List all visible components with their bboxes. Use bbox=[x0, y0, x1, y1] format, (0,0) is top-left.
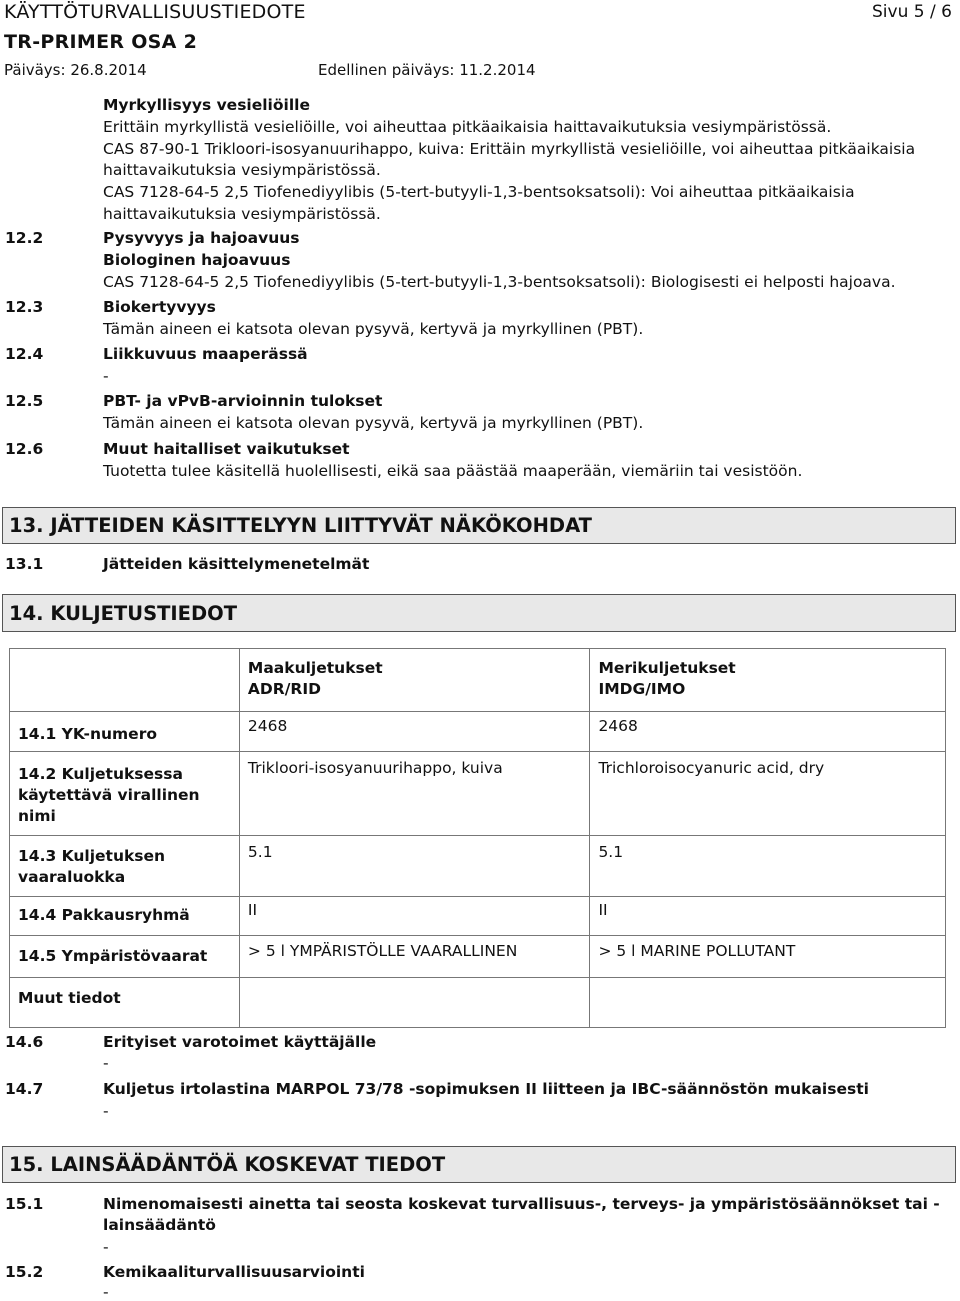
land-value: 5.1 bbox=[247, 843, 273, 861]
subsection-number: 12.6 bbox=[5, 440, 44, 458]
section-heading-15: 15. LAINSÄÄDÄNTÖÄ KOSKEVAT TIEDOT bbox=[2, 1146, 956, 1183]
subsection-title: Biokertyvyys bbox=[103, 298, 216, 316]
aquatic-toxicity-heading: Myrkyllisyys vesieliöille bbox=[103, 96, 310, 114]
land-value: > 5 l YMPÄRISTÖLLE VAARALLINEN bbox=[247, 942, 518, 960]
aquatic-toxicity-cas2-line1: CAS 7128-64-5 2,5 Tiofenediyylibis (5-tert-butyyli-1,3-bentsoksatsoli): Voi aiheuttaa pitkäaikaisia bbox=[103, 183, 855, 201]
subsection-text: - bbox=[103, 1054, 109, 1072]
document-type-title: KÄYTTÖTURVALLISUUSTIEDOTE bbox=[4, 1, 306, 23]
subsection-number: 12.2 bbox=[5, 229, 44, 247]
table-row bbox=[10, 712, 946, 752]
land-value bbox=[240, 978, 590, 990]
subsection-title: Jätteiden käsittelymenetelmät bbox=[103, 555, 370, 573]
sea-value: Trichloroisocyanuric acid, dry bbox=[598, 759, 825, 777]
biodegradability-heading: Biologinen hajoavuus bbox=[103, 251, 291, 269]
subsection-title: Liikkuvuus maaperässä bbox=[103, 345, 308, 363]
subsection-title: Kemikaaliturvallisuusarviointi bbox=[103, 1263, 365, 1281]
row-label: 14.1 YK-numero bbox=[18, 725, 157, 743]
row-label: 14.3 Kuljetuksen vaaraluokka bbox=[18, 847, 166, 886]
column-header-land: Maakuljetukset ADR/RID bbox=[247, 659, 383, 698]
subsection-title-line2: lainsäädäntö bbox=[103, 1216, 216, 1234]
subsection-text: - bbox=[103, 367, 109, 385]
subsection-number: 12.5 bbox=[5, 392, 44, 410]
subsection-number: 12.4 bbox=[5, 345, 44, 363]
subsection-text: - bbox=[103, 1283, 109, 1301]
subsection-title: Pysyvyys ja hajoavuus bbox=[103, 229, 300, 247]
land-value: 2468 bbox=[247, 717, 288, 735]
subsection-number: 15.1 bbox=[5, 1195, 44, 1213]
table-header-cell bbox=[10, 649, 240, 712]
subsection-number: 14.6 bbox=[5, 1033, 44, 1051]
table-row bbox=[10, 752, 946, 836]
subsection-number: 14.7 bbox=[5, 1080, 44, 1098]
subsection-text: Tuotetta tulee käsitellä huolellisesti, eikä saa päästää maaperään, viemäriin tai vesistöön. bbox=[103, 462, 803, 480]
biodegradability-text: CAS 7128-64-5 2,5 Tiofenediyylibis (5-tert-butyyli-1,3-bentsoksatsoli): Biologisesti ei helposti hajoava. bbox=[103, 273, 896, 291]
land-value: Trikloori-isosyanuurihappo, kuiva bbox=[247, 759, 503, 777]
subsection-number: 15.2 bbox=[5, 1263, 44, 1281]
subsection-title-line1: Nimenomaisesti ainetta tai seosta koskevat turvallisuus-, terveys- ja ympäristösäännökset tai - bbox=[103, 1195, 940, 1213]
land-value: II bbox=[247, 901, 258, 919]
table-row bbox=[10, 836, 946, 897]
subsection-text: Tämän aineen ei katsota olevan pysyvä, kertyvä ja myrkyllinen (PBT). bbox=[103, 414, 644, 432]
section-heading-13: 13. JÄTTEIDEN KÄSITTELYYN LIITTYVÄT NÄKÖKOHDAT bbox=[2, 507, 956, 544]
subsection-number: 13.1 bbox=[5, 555, 44, 573]
aquatic-toxicity-text: Erittäin myrkyllistä vesieliöille, voi aiheuttaa pitkäaikaisia haittavaikutuksia vesiympäristössä. bbox=[103, 118, 832, 136]
sea-value: II bbox=[598, 901, 608, 919]
page-number: Sivu 5 / 6 bbox=[872, 2, 952, 22]
subsection-title: Kuljetus irtolastina MARPOL 73/78 -sopimuksen II liitteen ja IBC-säännöstön mukaisesti bbox=[103, 1080, 869, 1098]
row-label: Muut tiedot bbox=[18, 989, 121, 1007]
sea-value: 2468 bbox=[598, 717, 638, 735]
subsection-text: - bbox=[103, 1238, 109, 1256]
subsection-title: Muut haitalliset vaikutukset bbox=[103, 440, 350, 458]
table-header-cell bbox=[239, 649, 590, 712]
sea-value: > 5 l MARINE POLLUTANT bbox=[598, 942, 796, 960]
table-row bbox=[10, 978, 946, 1028]
aquatic-toxicity-cas1-line1: CAS 87-90-1 Trikloori-isosyanuurihappo, kuiva: Erittäin myrkyllistä vesieliöille, voi aiheuttaa pitkäaikaisia bbox=[103, 140, 916, 158]
table-row bbox=[10, 897, 946, 936]
table-header-cell bbox=[590, 649, 946, 712]
row-label: 14.5 Ympäristövaarat bbox=[18, 947, 208, 965]
sea-value: 5.1 bbox=[598, 843, 624, 861]
previous-date: Edellinen päiväys: 11.2.2014 bbox=[318, 61, 536, 79]
column-header-sea: Merikuljetukset IMDG/IMO bbox=[598, 659, 736, 698]
aquatic-toxicity-cas2-line2: haittavaikutuksia vesiympäristössä. bbox=[103, 205, 381, 223]
subsection-number: 12.3 bbox=[5, 298, 44, 316]
subsection-title: PBT- ja vPvB-arvioinnin tulokset bbox=[103, 392, 383, 410]
table-header-row bbox=[10, 649, 946, 712]
table-row bbox=[10, 936, 946, 978]
subsection-text: Tämän aineen ei katsota olevan pysyvä, kertyvä ja myrkyllinen (PBT). bbox=[103, 320, 644, 338]
issue-date: Päiväys: 26.8.2014 bbox=[4, 61, 147, 79]
aquatic-toxicity-cas1-line2: haittavaikutuksia vesiympäristössä. bbox=[103, 161, 381, 179]
row-label: 14.2 Kuljetuksessa käytettävä virallinen nimi bbox=[18, 765, 200, 825]
product-name: TR-PRIMER OSA 2 bbox=[4, 31, 198, 53]
sea-value bbox=[590, 978, 945, 990]
row-label: 14.4 Pakkausryhmä bbox=[18, 906, 190, 924]
subsection-text: - bbox=[103, 1102, 109, 1120]
transport-table bbox=[9, 648, 946, 1028]
subsection-title: Erityiset varotoimet käyttäjälle bbox=[103, 1033, 377, 1051]
section-heading-14: 14. KULJETUSTIEDOT bbox=[2, 594, 956, 632]
